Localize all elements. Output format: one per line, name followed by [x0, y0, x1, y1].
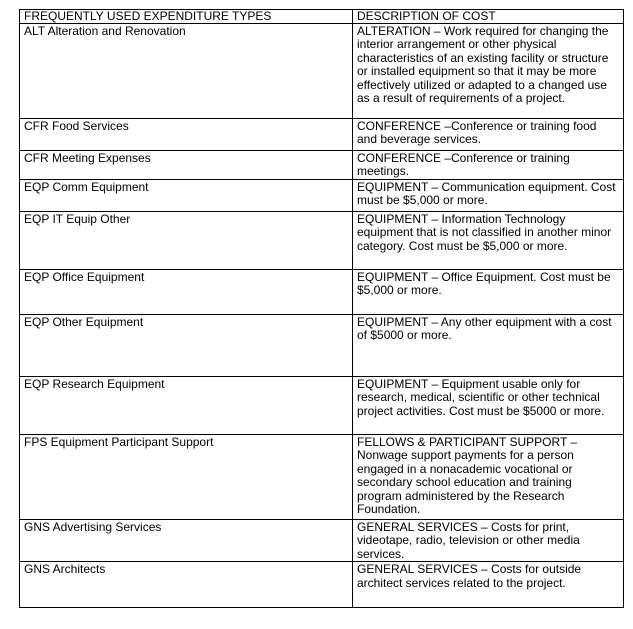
table-row — [20, 270, 624, 315]
expenditure-type-cell: GNS Architects — [20, 562, 353, 608]
table-row — [20, 562, 624, 608]
expenditure-types-table — [19, 9, 624, 608]
table-row — [20, 520, 624, 562]
expenditure-type-cell: ALT Alteration and Renovation — [20, 24, 353, 119]
table-row — [20, 151, 624, 180]
description-cell: FELLOWS & PARTICIPANT SUPPORT – Nonwage support payments for a person engaged in a nonacademic vocational or secondary school education and training program administered by the Research Foundation. — [353, 435, 624, 520]
table-row — [20, 315, 624, 377]
table-row — [20, 212, 624, 270]
header-description-of-cost: DESCRIPTION OF COST — [353, 10, 624, 24]
expenditure-type-cell: EQP Comm Equipment — [20, 180, 353, 212]
expenditure-type-cell: CFR Meeting Expenses — [20, 151, 353, 180]
expenditure-type-cell: CFR Food Services — [20, 119, 353, 151]
description-cell: EQUIPMENT – Equipment usable only for research, medical, scientific or other technical project activities. Cost must be $5000 or more. — [353, 377, 624, 435]
description-cell: EQUIPMENT – Office Equipment. Cost must be $5,000 or more. — [353, 270, 624, 315]
expenditure-type-cell: EQP Other Equipment — [20, 315, 353, 377]
description-cell: CONFERENCE –Conference or training meetings. — [353, 151, 624, 180]
table-row — [20, 435, 624, 520]
expenditure-type-cell: GNS Advertising Services — [20, 520, 353, 562]
table-row — [20, 119, 624, 151]
description-cell: GENERAL SERVICES – Costs for outside architect services related to the project. — [353, 562, 624, 608]
description-cell: EQUIPMENT – Information Technology equipment that is not classified in another minor category. Cost must be $5,000 or more. — [353, 212, 624, 270]
expenditure-type-cell: EQP IT Equip Other — [20, 212, 353, 270]
table-row — [20, 180, 624, 212]
table-row — [20, 24, 624, 119]
header-expenditure-types: FREQUENTLY USED EXPENDITURE TYPES — [20, 10, 353, 24]
table-row — [20, 377, 624, 435]
description-cell: CONFERENCE –Conference or training food and beverage services. — [353, 119, 624, 151]
expenditure-type-cell: EQP Office Equipment — [20, 270, 353, 315]
description-cell: EQUIPMENT – Communication equipment. Cost must be $5,000 or more. — [353, 180, 624, 212]
expenditure-type-cell: FPS Equipment Participant Support — [20, 435, 353, 520]
description-cell: EQUIPMENT – Any other equipment with a cost of $5000 or more. — [353, 315, 624, 377]
expenditure-type-cell: EQP Research Equipment — [20, 377, 353, 435]
description-cell: GENERAL SERVICES – Costs for print, videotape, radio, television or other media services. — [353, 520, 624, 562]
table-header-row — [20, 10, 624, 24]
description-cell: ALTERATION – Work required for changing the interior arrangement or other physical characteristics of an existing facility or structure or installed equipment so that it may be more effectively utilized or adapted to a changed use as a result of requirements of a project. — [353, 24, 624, 119]
